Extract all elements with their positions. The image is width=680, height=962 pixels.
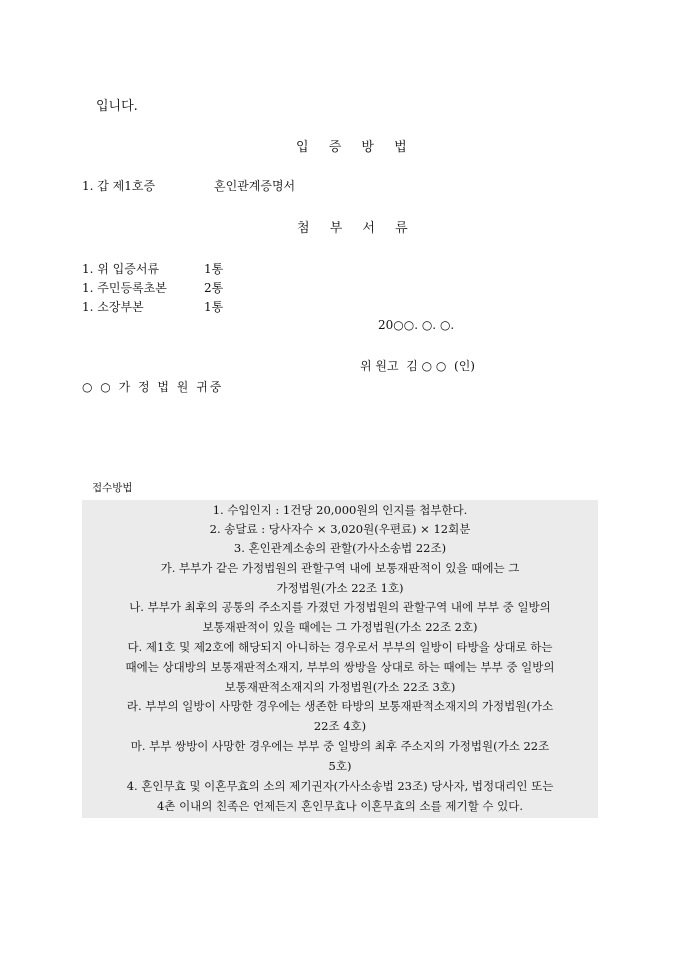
notice-line: 다. 제1호 및 제2호에 해당되지 아니하는 경우로서 부부의 일방이 타방을 상대로 하는 (127, 640, 553, 654)
notice-title: 접수방법 (92, 482, 133, 494)
plaintiff-signature: 위 원고 김 ○ ○ (인) (360, 359, 475, 373)
notice-line: 보통재판적소재지의 가정법원(가소 22조 3호) (224, 680, 456, 694)
notice-line: 라. 부부의 일방이 사망한 경우에는 생존한 타방의 보통재판적소재지의 가정법원(가소 (126, 699, 554, 713)
notice-line: 가정법원(가소 22조 1호) (276, 581, 404, 595)
notice-line: 4촌 이내의 친족은 언제든지 혼인무효나 이혼무효의 소를 제기할 수 있다. (156, 799, 524, 813)
intro-text: 입니다. (96, 99, 138, 114)
attachment-label: 1. 위 입증서류 (82, 262, 160, 276)
notice-line: 마. 부부 쌍방이 사망한 경우에는 부부 중 일방의 최후 주소지의 가정법원(가소 22조 (130, 739, 550, 753)
evidence-heading: 입 증 방 법 (296, 140, 415, 155)
notice-line: 22조 4호) (313, 719, 367, 733)
notice-line: 보통재판적이 있을 때에는 그 가정법원(가소 22조 2호) (202, 620, 478, 634)
attachment-label: 1. 소장부본 (82, 300, 144, 314)
notice-line: 5호) (328, 759, 352, 773)
attachment-count: 1통 (204, 300, 224, 314)
attachment-count: 1통 (204, 262, 224, 276)
attachment-label: 1. 주민등록초본 (82, 281, 167, 295)
court-addressee: ○ ○ 가 정 법 원 귀중 (82, 380, 224, 394)
notice-line: 때에는 상대방의 보통재판적소재지, 부부의 쌍방을 상대로 하는 때에는 부부 중 일방의 (125, 660, 555, 674)
notice-line: 가. 부부가 같은 가정법원의 관할구역 내에 보통재판적이 있을 때에는 그 (160, 561, 520, 575)
evidence-label: 1. 갑 제1호증 (82, 179, 156, 193)
notice-line: 2. 송달료 : 당사자수 × 3,020원(우편료) × 12회분 (209, 522, 471, 536)
filing-date: 20○○. ○. ○. (378, 318, 455, 332)
notice-line: 3. 혼인관계소송의 관할(가사소송법 22조) (233, 541, 447, 555)
attachments-heading: 첨 부 서 류 (297, 221, 416, 236)
notice-line: 1. 수입인지 : 1건당 20,000원의 인지를 첩부한다. (212, 503, 468, 517)
notice-line: 4. 혼인무효 및 이혼무효의 소의 제기권자(가사소송법 23조) 당사자, 법정대리인 또는 (126, 779, 554, 793)
notice-line: 나. 부부가 최후의 공통의 주소지를 가졌던 가정법원의 관할구역 내에 부부 중 일방의 (129, 600, 551, 614)
evidence-value: 혼인관계증명서 (214, 179, 296, 193)
notice-box (82, 500, 598, 818)
attachment-count: 2통 (204, 281, 224, 295)
